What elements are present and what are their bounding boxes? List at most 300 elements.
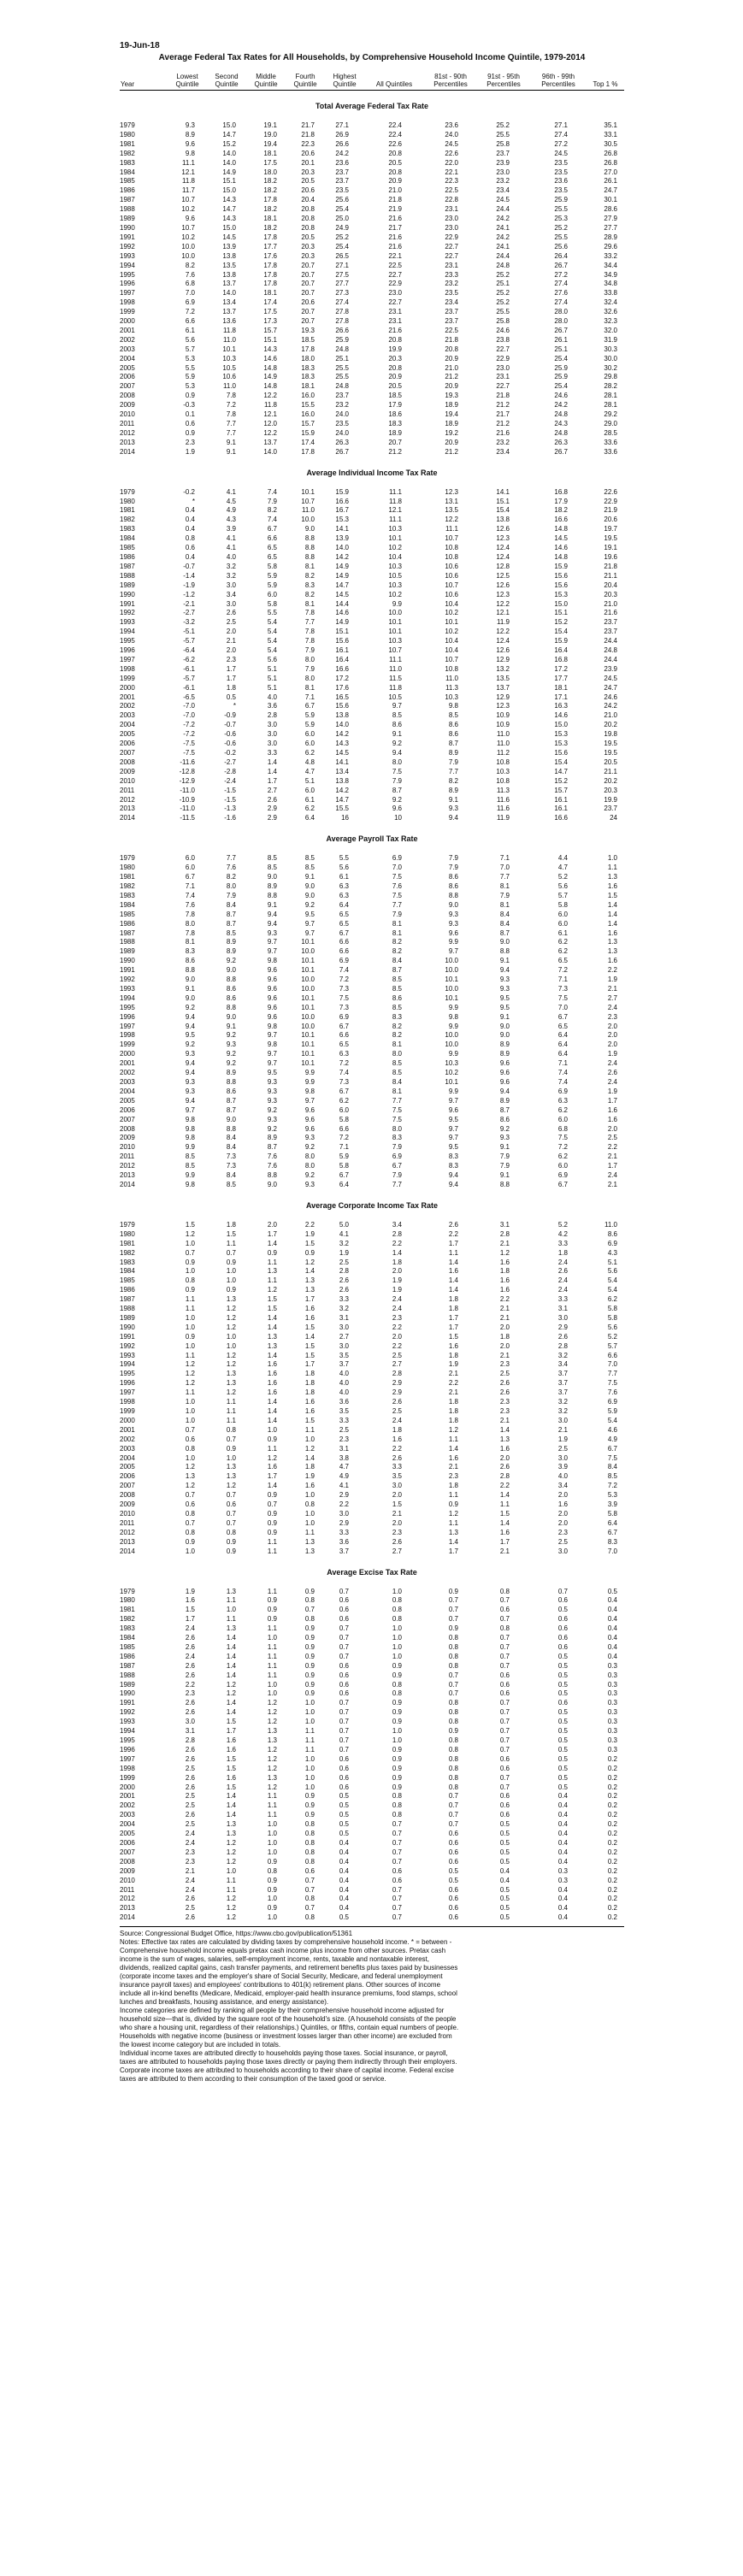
rate-cell: 0.4 — [339, 1838, 349, 1847]
rate-cell: 31.9 — [604, 335, 617, 344]
rate-cell: * — [233, 702, 236, 710]
rate-cell: 4.8 — [304, 757, 315, 766]
rate-cell: -0.9 — [224, 711, 236, 720]
rate-cell: 2.6 — [499, 1463, 510, 1471]
table-row — [120, 665, 624, 675]
rate-cell: 18.0 — [301, 354, 315, 363]
rate-cell: 11.1 — [182, 158, 195, 167]
rate-cell: 9.0 — [226, 1012, 236, 1021]
rate-cell: -0.6 — [224, 730, 236, 739]
rate-cell: 1.7 — [304, 1295, 315, 1304]
rate-cell: 11.0 — [223, 382, 236, 391]
rate-cell: 20.8 — [388, 335, 402, 344]
table-row — [120, 1407, 624, 1417]
rate-cell: 14.9 — [222, 168, 236, 176]
year-cell: 2008 — [120, 1491, 135, 1500]
rate-cell: 9.3 — [185, 121, 195, 129]
rate-cell: 20.2 — [604, 776, 617, 785]
rate-cell: 0.7 — [392, 1913, 402, 1922]
rate-cell: 27.2 — [554, 270, 568, 279]
rate-cell: 0.5 — [557, 1727, 568, 1736]
note-line: Notes: Effective tax rates are calculated by dividing taxes by comprehensive household income. * = between - — [120, 1938, 452, 1947]
rate-cell: 14.0 — [263, 447, 277, 456]
year-cell: 1998 — [120, 1764, 135, 1772]
table-row — [120, 1588, 624, 1597]
rate-cell: 2.2 — [185, 1680, 195, 1689]
rate-cell: 0.4 — [607, 1606, 617, 1614]
table-row — [120, 600, 624, 610]
rate-cell: 8.8 — [226, 1078, 236, 1086]
table-row — [120, 1624, 624, 1634]
rate-cell: 8.5 — [607, 1472, 617, 1481]
rate-cell: 9.2 — [185, 1003, 195, 1011]
rate-cell: 1.2 — [185, 1379, 195, 1388]
rate-cell: 0.9 — [304, 1634, 315, 1642]
rate-cell: 2.6 — [499, 1388, 510, 1397]
rate-cell: 0.6 — [499, 1792, 510, 1801]
rate-cell: 6.9 — [392, 1152, 402, 1161]
table-row — [120, 506, 624, 516]
rate-cell: 5.9 — [304, 721, 315, 729]
rate-cell: 9.7 — [267, 947, 277, 956]
year-cell: 2011 — [120, 1518, 135, 1527]
rate-cell: 6.3 — [557, 1096, 568, 1105]
rate-cell: 5.4 — [607, 1276, 617, 1285]
rate-cell: 0.9 — [304, 1792, 315, 1801]
rate-cell: 0.8 — [448, 1718, 458, 1726]
table-row — [120, 1904, 624, 1913]
table-row — [120, 1783, 624, 1793]
rate-cell: 0.5 — [448, 1866, 458, 1875]
rate-cell: 2.8 — [267, 711, 277, 720]
rate-cell: 0.5 — [557, 1773, 568, 1782]
rate-cell: 15.6 — [335, 702, 349, 710]
year-cell: 1979 — [120, 1220, 135, 1229]
rate-cell: 0.9 — [304, 1689, 315, 1698]
year-cell: 1994 — [120, 1360, 135, 1369]
year-cell: 1994 — [120, 261, 135, 269]
rate-cell: 0.5 — [499, 1895, 510, 1903]
rate-cell: 18.1 — [263, 289, 277, 298]
year-cell: 2012 — [120, 1528, 135, 1536]
rate-cell: 0.5 — [557, 1736, 568, 1744]
rate-cell: 8.3 — [392, 1134, 402, 1142]
table-row — [120, 711, 624, 721]
table-row — [120, 1342, 624, 1352]
rate-cell: 23.5 — [554, 158, 568, 167]
rate-cell: 0.8 — [392, 1615, 402, 1624]
rate-cell: 20.9 — [445, 438, 458, 446]
rate-cell: 1.0 — [185, 1341, 195, 1350]
rate-cell: 0.3 — [557, 1876, 568, 1884]
year-cell: 2001 — [120, 693, 135, 701]
rate-cell: 24.8 — [554, 428, 568, 437]
rate-cell: 19.0 — [263, 130, 277, 139]
rate-cell: 3.3 — [557, 1239, 568, 1247]
rate-cell: 7.9 — [499, 891, 510, 899]
rate-cell: 9.4 — [448, 1171, 458, 1180]
rate-cell: 2.1 — [499, 1239, 510, 1247]
rate-cell: 23.7 — [604, 628, 617, 636]
rate-cell: 1.6 — [267, 1360, 277, 1369]
source-line: Source: Congressional Budget Office, https://www.cbo.gov/publication/51361 — [120, 1930, 353, 1938]
rate-cell: 2.4 — [392, 1295, 402, 1304]
rate-cell: 20.7 — [301, 280, 315, 288]
rate-cell: 22.3 — [301, 139, 315, 148]
rate-cell: 18.5 — [388, 392, 402, 400]
year-cell: 1982 — [120, 516, 135, 524]
rate-cell: 12.4 — [496, 552, 510, 561]
rate-cell: 13.8 — [496, 516, 510, 524]
rate-cell: 1.0 — [185, 1416, 195, 1424]
rate-cell: 1.0 — [304, 1509, 315, 1518]
rate-cell: 1.8 — [448, 1482, 458, 1490]
table-row — [120, 1736, 624, 1746]
rate-cell: 1.6 — [267, 1388, 277, 1397]
table-row — [120, 1152, 624, 1162]
rate-cell: 9.2 — [185, 1040, 195, 1049]
year-cell: 1985 — [120, 1276, 135, 1285]
rate-cell: 6.7 — [339, 1087, 349, 1095]
rate-cell: 7.0 — [185, 289, 195, 298]
rate-cell: 7.9 — [226, 891, 236, 899]
table-row — [120, 787, 624, 796]
rate-cell: 1.0 — [267, 1680, 277, 1689]
table-row — [120, 985, 624, 994]
rate-cell: 1.4 — [226, 1652, 236, 1660]
rate-cell: 0.9 — [392, 1773, 402, 1782]
rate-cell: 2.2 — [448, 1229, 458, 1238]
rate-cell: 16.6 — [554, 516, 568, 524]
rate-cell: 21.0 — [604, 711, 617, 720]
rate-cell: 1.7 — [448, 1239, 458, 1247]
rate-cell: 0.5 — [339, 1830, 349, 1838]
rate-cell: 8.1 — [392, 1087, 402, 1095]
year-cell: 2014 — [120, 1913, 135, 1922]
rate-cell: 26.8 — [604, 149, 617, 157]
rate-cell: 7.3 — [226, 1162, 236, 1170]
rate-cell: 14.5 — [335, 749, 349, 757]
rate-cell: 19.1 — [604, 544, 617, 552]
rate-cell: 7.0 — [557, 1003, 568, 1011]
rate-cell: 0.5 — [557, 1671, 568, 1679]
table-row — [120, 534, 624, 544]
rate-cell: 0.5 — [607, 1587, 617, 1595]
year-cell: 2007 — [120, 382, 135, 391]
year-cell: 2013 — [120, 805, 135, 813]
year-cell: 2001 — [120, 1059, 135, 1068]
rate-cell: 0.8 — [448, 1708, 458, 1717]
year-cell: 1995 — [120, 637, 135, 645]
rate-cell: 3.0 — [267, 740, 277, 748]
table-row — [120, 1249, 624, 1259]
year-cell: 2012 — [120, 428, 135, 437]
year-cell: 2000 — [120, 683, 135, 692]
rate-cell: 1.5 — [185, 1220, 195, 1229]
rate-cell: 1.1 — [226, 1596, 236, 1605]
rate-cell: 0.9 — [392, 1671, 402, 1679]
rate-cell: 24.4 — [604, 637, 617, 645]
rate-cell: 6.0 — [185, 854, 195, 863]
rate-cell: 18.9 — [445, 420, 458, 427]
rate-cell: 16.4 — [554, 646, 568, 655]
table-row — [120, 1040, 624, 1050]
year-cell: 1989 — [120, 1680, 135, 1689]
rate-cell: 27.0 — [604, 168, 617, 176]
rate-cell: 1.8 — [226, 683, 236, 692]
rate-cell: 9.7 — [304, 919, 315, 928]
rate-cell: 23.1 — [445, 261, 458, 269]
rate-cell: 0.9 — [392, 1699, 402, 1707]
table-row — [120, 1352, 624, 1361]
table-row — [120, 758, 624, 768]
table-row — [120, 864, 624, 873]
rate-cell: 0.7 — [499, 1596, 510, 1605]
rate-cell: 22.5 — [445, 186, 458, 195]
rate-cell: 1.0 — [304, 1491, 315, 1500]
rate-cell: 1.5 — [304, 1416, 315, 1424]
table-row — [120, 1830, 624, 1839]
rate-cell: 9.0 — [185, 993, 195, 1002]
rate-cell: 30.5 — [604, 139, 617, 148]
rate-cell: 6.4 — [607, 1518, 617, 1527]
rate-cell: 2.1 — [557, 1425, 568, 1434]
rate-cell: -7.5 — [183, 740, 195, 748]
rate-cell: 23.4 — [445, 298, 458, 307]
rate-cell: 2.7 — [392, 1547, 402, 1555]
rate-cell: 2.8 — [339, 1267, 349, 1276]
rate-cell: 0.6 — [557, 1615, 568, 1624]
rate-cell: 1.4 — [267, 1313, 277, 1322]
rate-cell: 21.8 — [604, 562, 617, 570]
rate-cell: 21.6 — [388, 326, 402, 334]
rate-cell: 11.9 — [497, 618, 510, 627]
rate-cell: 4.0 — [339, 1370, 349, 1378]
rate-cell: 2.3 — [392, 1528, 402, 1536]
rate-cell: 1.2 — [499, 1248, 510, 1257]
rate-cell: 1.4 — [267, 1239, 277, 1247]
rate-cell: 8.9 — [226, 938, 236, 946]
rate-cell: 26.1 — [604, 177, 617, 186]
rate-cell: 21.6 — [604, 609, 617, 617]
rate-cell: 0.6 — [499, 1606, 510, 1614]
rate-cell: 20.6 — [301, 149, 315, 157]
rate-cell: 0.7 — [392, 1895, 402, 1903]
rate-cell: 6.4 — [339, 1180, 349, 1188]
table-row — [120, 572, 624, 581]
rate-cell: 2.4 — [607, 1078, 617, 1086]
table-row — [120, 1050, 624, 1059]
rate-cell: 0.2 — [607, 1857, 617, 1866]
table-row — [120, 1023, 624, 1032]
rate-cell: 8.7 — [392, 786, 402, 794]
rate-cell: 0.5 — [339, 1811, 349, 1819]
rate-cell: 7.5 — [392, 1115, 402, 1123]
rate-cell: 4.0 — [339, 1388, 349, 1397]
rate-cell: 3.3 — [267, 749, 277, 757]
document-title: Average Federal Tax Rates for All Households, by Comprehensive Household Income Quintile, 1979-2014 — [158, 53, 586, 62]
rate-cell: 24.5 — [604, 674, 617, 682]
rate-cell: 9.7 — [267, 1059, 277, 1068]
rate-cell: 8.4 — [226, 900, 236, 909]
rate-cell: 23.0 — [445, 215, 458, 223]
rate-cell: 11.3 — [445, 683, 458, 692]
rate-cell: 0.8 — [392, 1606, 402, 1614]
rate-cell: 2.0 — [607, 1031, 617, 1040]
rate-cell: 2.5 — [185, 1792, 195, 1801]
rate-cell: 8.2 — [392, 1022, 402, 1030]
rate-cell: 0.4 — [557, 1857, 568, 1866]
rate-cell: -0.2 — [224, 749, 236, 757]
year-cell: 1991 — [120, 233, 135, 241]
rate-cell: 9.8 — [304, 1087, 315, 1095]
rate-cell: 15.1 — [335, 628, 349, 636]
rate-cell: 8.6 — [226, 984, 236, 993]
rate-cell: 1.0 — [185, 1407, 195, 1415]
year-cell: 1988 — [120, 1305, 135, 1313]
rate-cell: 16.1 — [335, 646, 349, 655]
rate-cell: 5.8 — [267, 562, 277, 570]
year-cell: 1982 — [120, 881, 135, 890]
rate-cell: 0.3 — [607, 1727, 617, 1736]
rate-cell: 27.4 — [335, 298, 349, 307]
table-row — [120, 1445, 624, 1454]
table-row — [120, 656, 624, 665]
rate-cell: 5.2 — [557, 1220, 568, 1229]
rate-cell: 1.1 — [185, 1305, 195, 1313]
rate-cell: 11.1 — [389, 487, 402, 496]
rate-cell: 0.5 — [499, 1838, 510, 1847]
rate-cell: 0.9 — [392, 1783, 402, 1791]
rate-cell: 8.7 — [226, 1096, 236, 1105]
rate-cell: 12.4 — [496, 637, 510, 645]
rate-cell: 18.3 — [388, 420, 402, 427]
rate-cell: 8.9 — [226, 1069, 236, 1077]
rate-cell: 0.2 — [607, 1792, 617, 1801]
rate-cell: 14.3 — [222, 215, 236, 223]
rate-cell: 18.2 — [263, 177, 277, 186]
rate-cell: 2.2 — [499, 1482, 510, 1490]
rate-cell: 23.5 — [335, 186, 349, 195]
rate-cell: 9.6 — [448, 928, 458, 937]
rate-cell: 6.5 — [267, 552, 277, 561]
rate-cell: 6.7 — [392, 1162, 402, 1170]
rate-cell: 7.6 — [185, 270, 195, 279]
rate-cell: 11.8 — [223, 326, 236, 334]
note-line: include all in-kind benefits (Medicare, Medicaid, employer-paid health insurance premiums, food stamps, school — [120, 1989, 457, 1998]
rate-cell: 15.9 — [554, 562, 568, 570]
rate-cell: 23.7 — [496, 149, 510, 157]
rate-cell: 20.9 — [388, 373, 402, 381]
rate-cell: 8.3 — [392, 1012, 402, 1021]
rate-cell: 9.7 — [185, 1105, 195, 1114]
table-row — [120, 1746, 624, 1755]
rate-cell: 8.4 — [392, 957, 402, 965]
rate-cell: 10.0 — [181, 251, 195, 260]
rate-cell: 0.8 — [304, 1913, 315, 1922]
rate-cell: 11.1 — [389, 516, 402, 524]
rate-cell: 10.4 — [388, 552, 402, 561]
rate-cell: 1.3 — [226, 1624, 236, 1633]
rate-cell: 20.7 — [388, 438, 402, 446]
table-row — [120, 1398, 624, 1407]
rate-cell: 10.4 — [445, 599, 458, 608]
rate-cell: 0.6 — [499, 1811, 510, 1819]
rate-cell: 1.5 — [607, 891, 617, 899]
table-row — [120, 684, 624, 693]
rate-cell: 21.1 — [604, 571, 617, 580]
year-cell: 2000 — [120, 1050, 135, 1058]
rate-cell: 8.8 — [267, 1171, 277, 1180]
rate-cell: 9.0 — [499, 1022, 510, 1030]
rate-cell: 11.0 — [223, 335, 236, 344]
rate-cell: 25.4 — [554, 382, 568, 391]
rate-cell: 7.9 — [392, 910, 402, 918]
rate-cell: 22.7 — [496, 382, 510, 391]
rate-cell: 20.7 — [301, 308, 315, 316]
rate-cell: 9.4 — [499, 966, 510, 975]
rate-cell: 1.2 — [267, 1708, 277, 1717]
rate-cell: 9.6 — [499, 1059, 510, 1068]
rate-cell: 2.1 — [448, 1370, 458, 1378]
table-row — [120, 1305, 624, 1314]
table-row — [120, 159, 624, 168]
rate-cell: 21.8 — [496, 392, 510, 400]
rate-cell: 15.0 — [554, 599, 568, 608]
rate-cell: 19.5 — [604, 740, 617, 748]
rate-cell: 0.7 — [448, 1820, 458, 1829]
rate-cell: 21.9 — [388, 205, 402, 214]
rate-cell: 13.5 — [222, 261, 236, 269]
rate-cell: 1.1 — [226, 1398, 236, 1406]
year-cell: 2006 — [120, 373, 135, 381]
rate-cell: 0.7 — [392, 1857, 402, 1866]
rate-cell: 3.3 — [392, 1463, 402, 1471]
rate-cell: 1.1 — [448, 1248, 458, 1257]
rate-cell: 0.6 — [339, 1671, 349, 1679]
rate-cell: 0.2 — [607, 1754, 617, 1763]
year-cell: 1996 — [120, 280, 135, 288]
table-row — [120, 563, 624, 572]
rate-cell: 11.0 — [389, 664, 402, 673]
rate-cell: 14.0 — [222, 289, 236, 298]
rate-cell: 9.0 — [304, 881, 315, 890]
rate-cell: 23.0 — [445, 223, 458, 232]
rate-cell: 25.0 — [335, 215, 349, 223]
rate-cell: 27.9 — [604, 215, 617, 223]
rate-cell: 16.3 — [554, 702, 568, 710]
rate-cell: 0.9 — [448, 1500, 458, 1509]
rate-cell: 10.2 — [181, 233, 195, 241]
year-cell: 1989 — [120, 215, 135, 223]
rate-cell: 9.3 — [499, 984, 510, 993]
rate-cell: 1.6 — [304, 1407, 315, 1415]
rate-cell: 18.2 — [263, 223, 277, 232]
rate-cell: 3.0 — [339, 1341, 349, 1350]
rate-cell: 5.2 — [607, 1332, 617, 1341]
rate-cell: -11.6 — [180, 757, 195, 766]
table-row — [120, 1634, 624, 1643]
rate-cell: 0.3 — [607, 1661, 617, 1670]
rate-cell: 10.1 — [301, 957, 315, 965]
rate-cell: 24.3 — [554, 420, 568, 427]
year-cell: 1991 — [120, 1332, 135, 1341]
table-row — [120, 1867, 624, 1877]
rate-cell: 10 — [394, 814, 402, 822]
rate-cell: 5.6 — [557, 881, 568, 890]
rate-cell: 8.5 — [392, 1059, 402, 1068]
rate-cell: 5.8 — [607, 1305, 617, 1313]
